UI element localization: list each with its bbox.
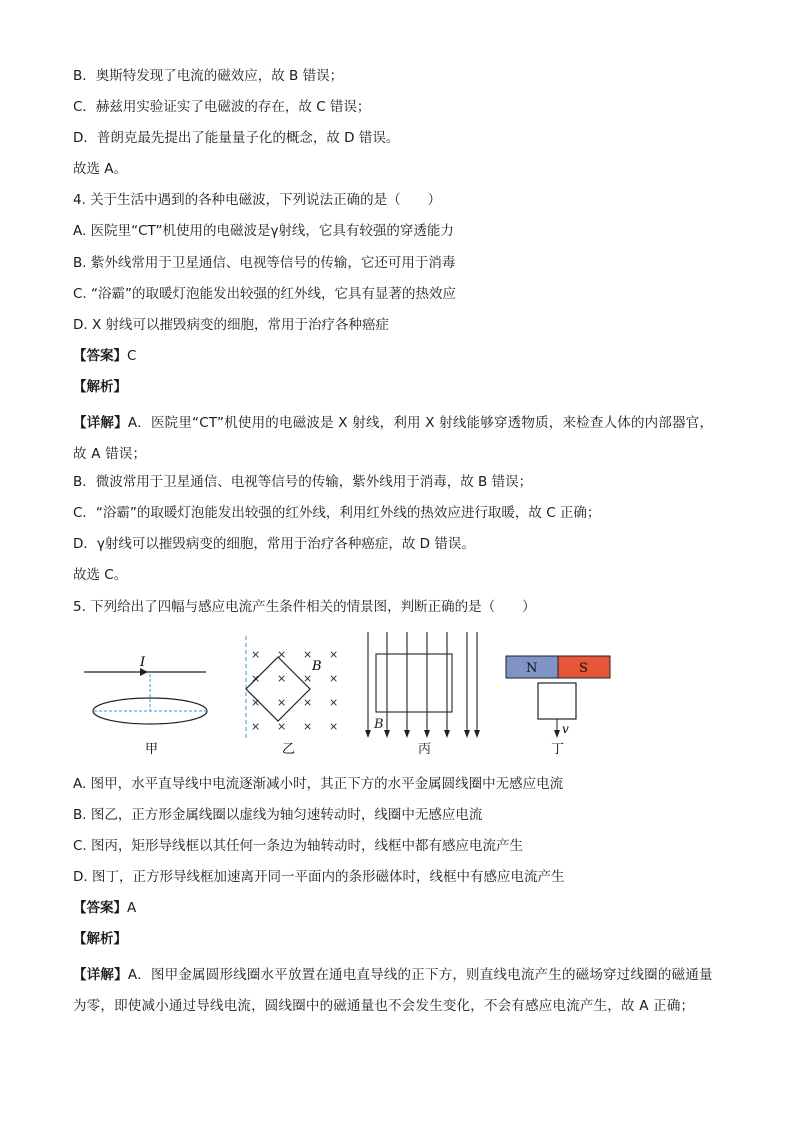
detail-tag: 【详解】 <box>73 415 128 431</box>
q5-stem: 5. 下列给出了四幅与感应电流产生条件相关的情景图，判断正确的是（ ） <box>73 599 536 615</box>
label-s: S <box>579 661 588 676</box>
svg-text:×: × <box>251 648 261 661</box>
answer-tag: 【答案】 <box>73 348 127 364</box>
q4-detail-d: D．γ射线可以摧毁病变的细胞，常用于治疗各种癌症，故 D 错误。 <box>73 536 475 552</box>
q5-detail-a <box>73 960 721 1022</box>
label-bing: 丙 <box>418 742 432 757</box>
label-n: N <box>526 661 538 676</box>
figure-jia <box>84 655 207 757</box>
detail-tag: 【详解】 <box>73 967 128 983</box>
q4-choice: 故选 C。 <box>73 567 128 583</box>
prev-option-c-explanation: C．赫兹用实验证实了电磁波的存在，故 C 错误； <box>73 99 371 115</box>
figure-bing <box>365 632 480 757</box>
svg-text:×: × <box>277 648 287 661</box>
svg-text:×: × <box>303 720 313 733</box>
svg-text:×: × <box>251 672 261 685</box>
label-field-B: B <box>312 659 322 674</box>
q4-detail-c: C．“浴霸”的取暖灯泡能发出较强的红外线，利用红外线的热效应进行取暖，故 C 正确； <box>73 505 601 521</box>
svg-text:×: × <box>303 672 313 685</box>
svg-text:×: × <box>303 648 313 661</box>
q4-option-c: C. “浴霸”的取暖灯泡能发出较强的红外线，它具有显著的热效应 <box>73 286 456 302</box>
label-field-B-bing: B <box>374 717 384 732</box>
q5-analysis-tag: 【解析】 <box>73 931 127 947</box>
q4-detail-a-text: A．医院里“CT”机使用的电磁波是 X 射线，利用 X 射线能够穿透物质，来检查人体的内部器官，故 A 错误； <box>73 415 714 462</box>
q4-option-b: B. 紫外线常用于卫星通信、电视等信号的传输，它还可用于消毒 <box>73 255 456 271</box>
q5-option-b: B. 图乙，正方形金属线圈以虚线为轴匀速转动时，线圈中无感应电流 <box>73 807 483 823</box>
q4-option-d: D. X 射线可以摧毁病变的细胞，常用于治疗各种癌症 <box>73 317 390 333</box>
svg-text:×: × <box>251 720 261 733</box>
svg-text:×: × <box>277 672 287 685</box>
q5-option-d: D. 图丁，正方形导线框加速离开同一平面内的条形磁体时，线框中有感应电流产生 <box>73 869 565 885</box>
q5-figure <box>80 630 620 760</box>
q5-detail-a-text: A．图甲金属圆形线圈水平放置在通电直导线的正下方，则直线电流产生的磁场穿过线圈的磁通量为零，即使减小通过导线电流，圆线圈中的磁通量也不会发生变化，不会有感应电流产生，故 A 正确； <box>73 967 713 1014</box>
prev-option-d-explanation: D．普朗克最先提出了能量量子化的概念，故 D 错误。 <box>73 130 400 146</box>
label-jia: 甲 <box>145 742 159 757</box>
q4-stem: 4. 关于生活中遇到的各种电磁波，下列说法正确的是（ ） <box>73 192 442 208</box>
q4-option-a: A. 医院里“CT”机使用的电磁波是γ射线，它具有较强的穿透能力 <box>73 223 454 239</box>
q4-detail-b: B．微波常用于卫星通信、电视等信号的传输，紫外线用于消毒，故 B 错误； <box>73 474 533 490</box>
q5-answer-value: A <box>127 900 137 916</box>
figure-yi <box>246 636 338 757</box>
svg-text:×: × <box>329 696 339 709</box>
svg-text:×: × <box>303 696 313 709</box>
q5-option-a: A. 图甲，水平直导线中电流逐渐减小时，其正下方的水平金属圆线圈中无感应电流 <box>73 776 564 792</box>
label-ding: 丁 <box>551 742 565 757</box>
prev-option-b-explanation: B．奥斯特发现了电流的磁效应，故 B 错误； <box>73 68 344 84</box>
q4-analysis-tag: 【解析】 <box>73 379 127 395</box>
svg-text:×: × <box>329 720 339 733</box>
q4-detail-a <box>73 408 721 470</box>
q4-answer <box>73 346 136 366</box>
q5-option-c: C. 图丙，矩形导线框以其任何一条边为轴转动时，线框中都有感应电流产生 <box>73 838 524 854</box>
svg-text:×: × <box>251 696 261 709</box>
svg-text:×: × <box>329 648 339 661</box>
figure-ding <box>506 656 610 757</box>
svg-text:×: × <box>329 672 339 685</box>
svg-text:×: × <box>277 696 287 709</box>
svg-text:×: × <box>277 720 287 733</box>
answer-tag: 【答案】 <box>73 900 127 916</box>
q5-answer <box>73 898 136 918</box>
prev-choice: 故选 A。 <box>73 161 128 177</box>
label-yi: 乙 <box>282 742 296 757</box>
q4-answer-value: C <box>127 348 137 364</box>
label-velocity-v: v <box>562 722 569 736</box>
label-current-I: I <box>140 655 146 670</box>
